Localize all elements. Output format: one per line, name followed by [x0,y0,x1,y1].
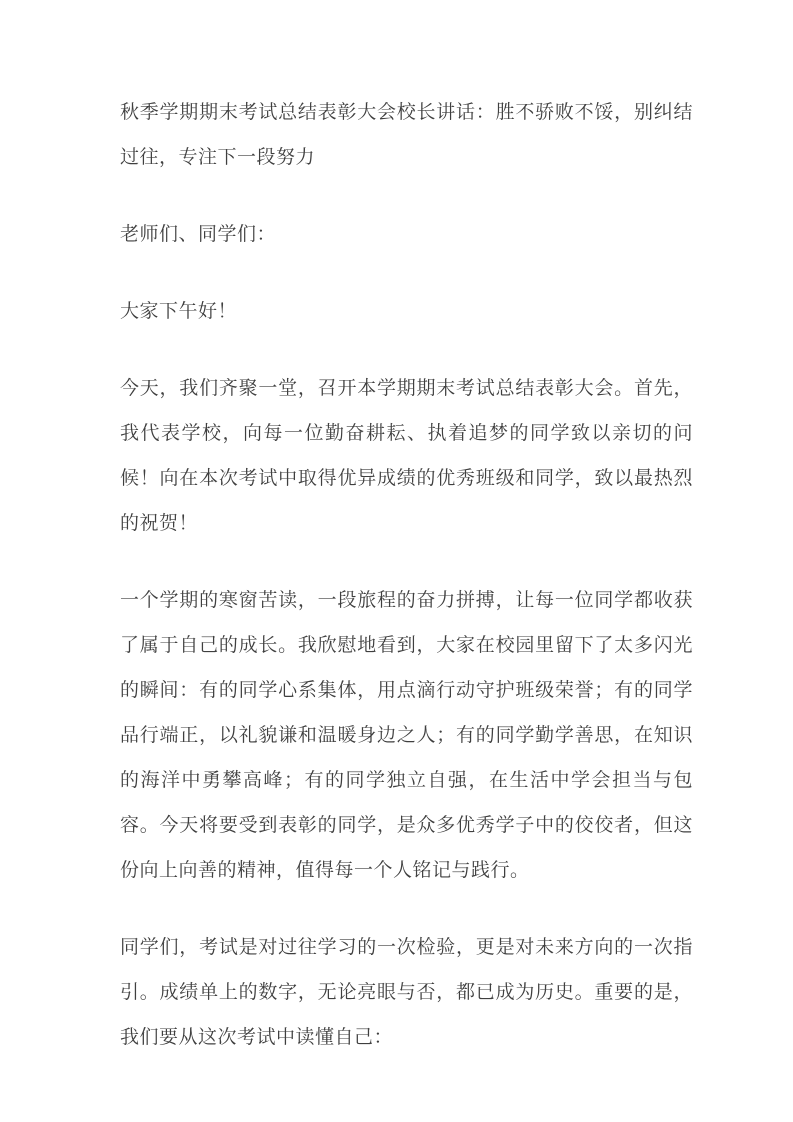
paragraph-opening: 今天，我们齐聚一堂，召开本学期期末考试总结表彰大会。首先，我代表学校，向每一位勤奋耕耘、执着追梦的同学致以亲切的问候！向在本次考试中取得优异成绩的优秀班级和同学，致以最热烈的祝贺！ [120,378,693,534]
paragraph-salutation: 老师们、同学们： [120,224,277,245]
paragraph-body-growth: 一个学期的寒窗苦读，一段旅程的奋力拼搏，让每一位同学都收获了属于自己的成长。我欣慰地看到，大家在校园里留下了太多闪光的瞬间：有的同学心系集体，用点滴行动守护班级荣誉；有的同学品行端正，以礼貌谦和温暖身边之人；有的同学勤学善思，在知识的海洋中勇攀高峰；有的同学独立自强，在生活中学会担当与包容。今天将要受到表彰的同学，是众多优秀学子中的佼佼者，但这份向上向善的精神，值得每一个人铭记与践行。 [120,590,693,881]
paragraph-body-exam-meaning: 同学们，考试是对过往学习的一次检验，更是对未来方向的一次指引。成绩单上的数字，无论亮眼与否，都已成为历史。重要的是，我们要从这次考试中读懂自己： [120,937,693,1048]
paragraph-greeting: 大家下午好！ [120,301,238,322]
document-title: 秋季学期期末考试总结表彰大会校长讲话：胜不骄败不馁，别纠结过往，专注下一段努力 [120,102,693,168]
